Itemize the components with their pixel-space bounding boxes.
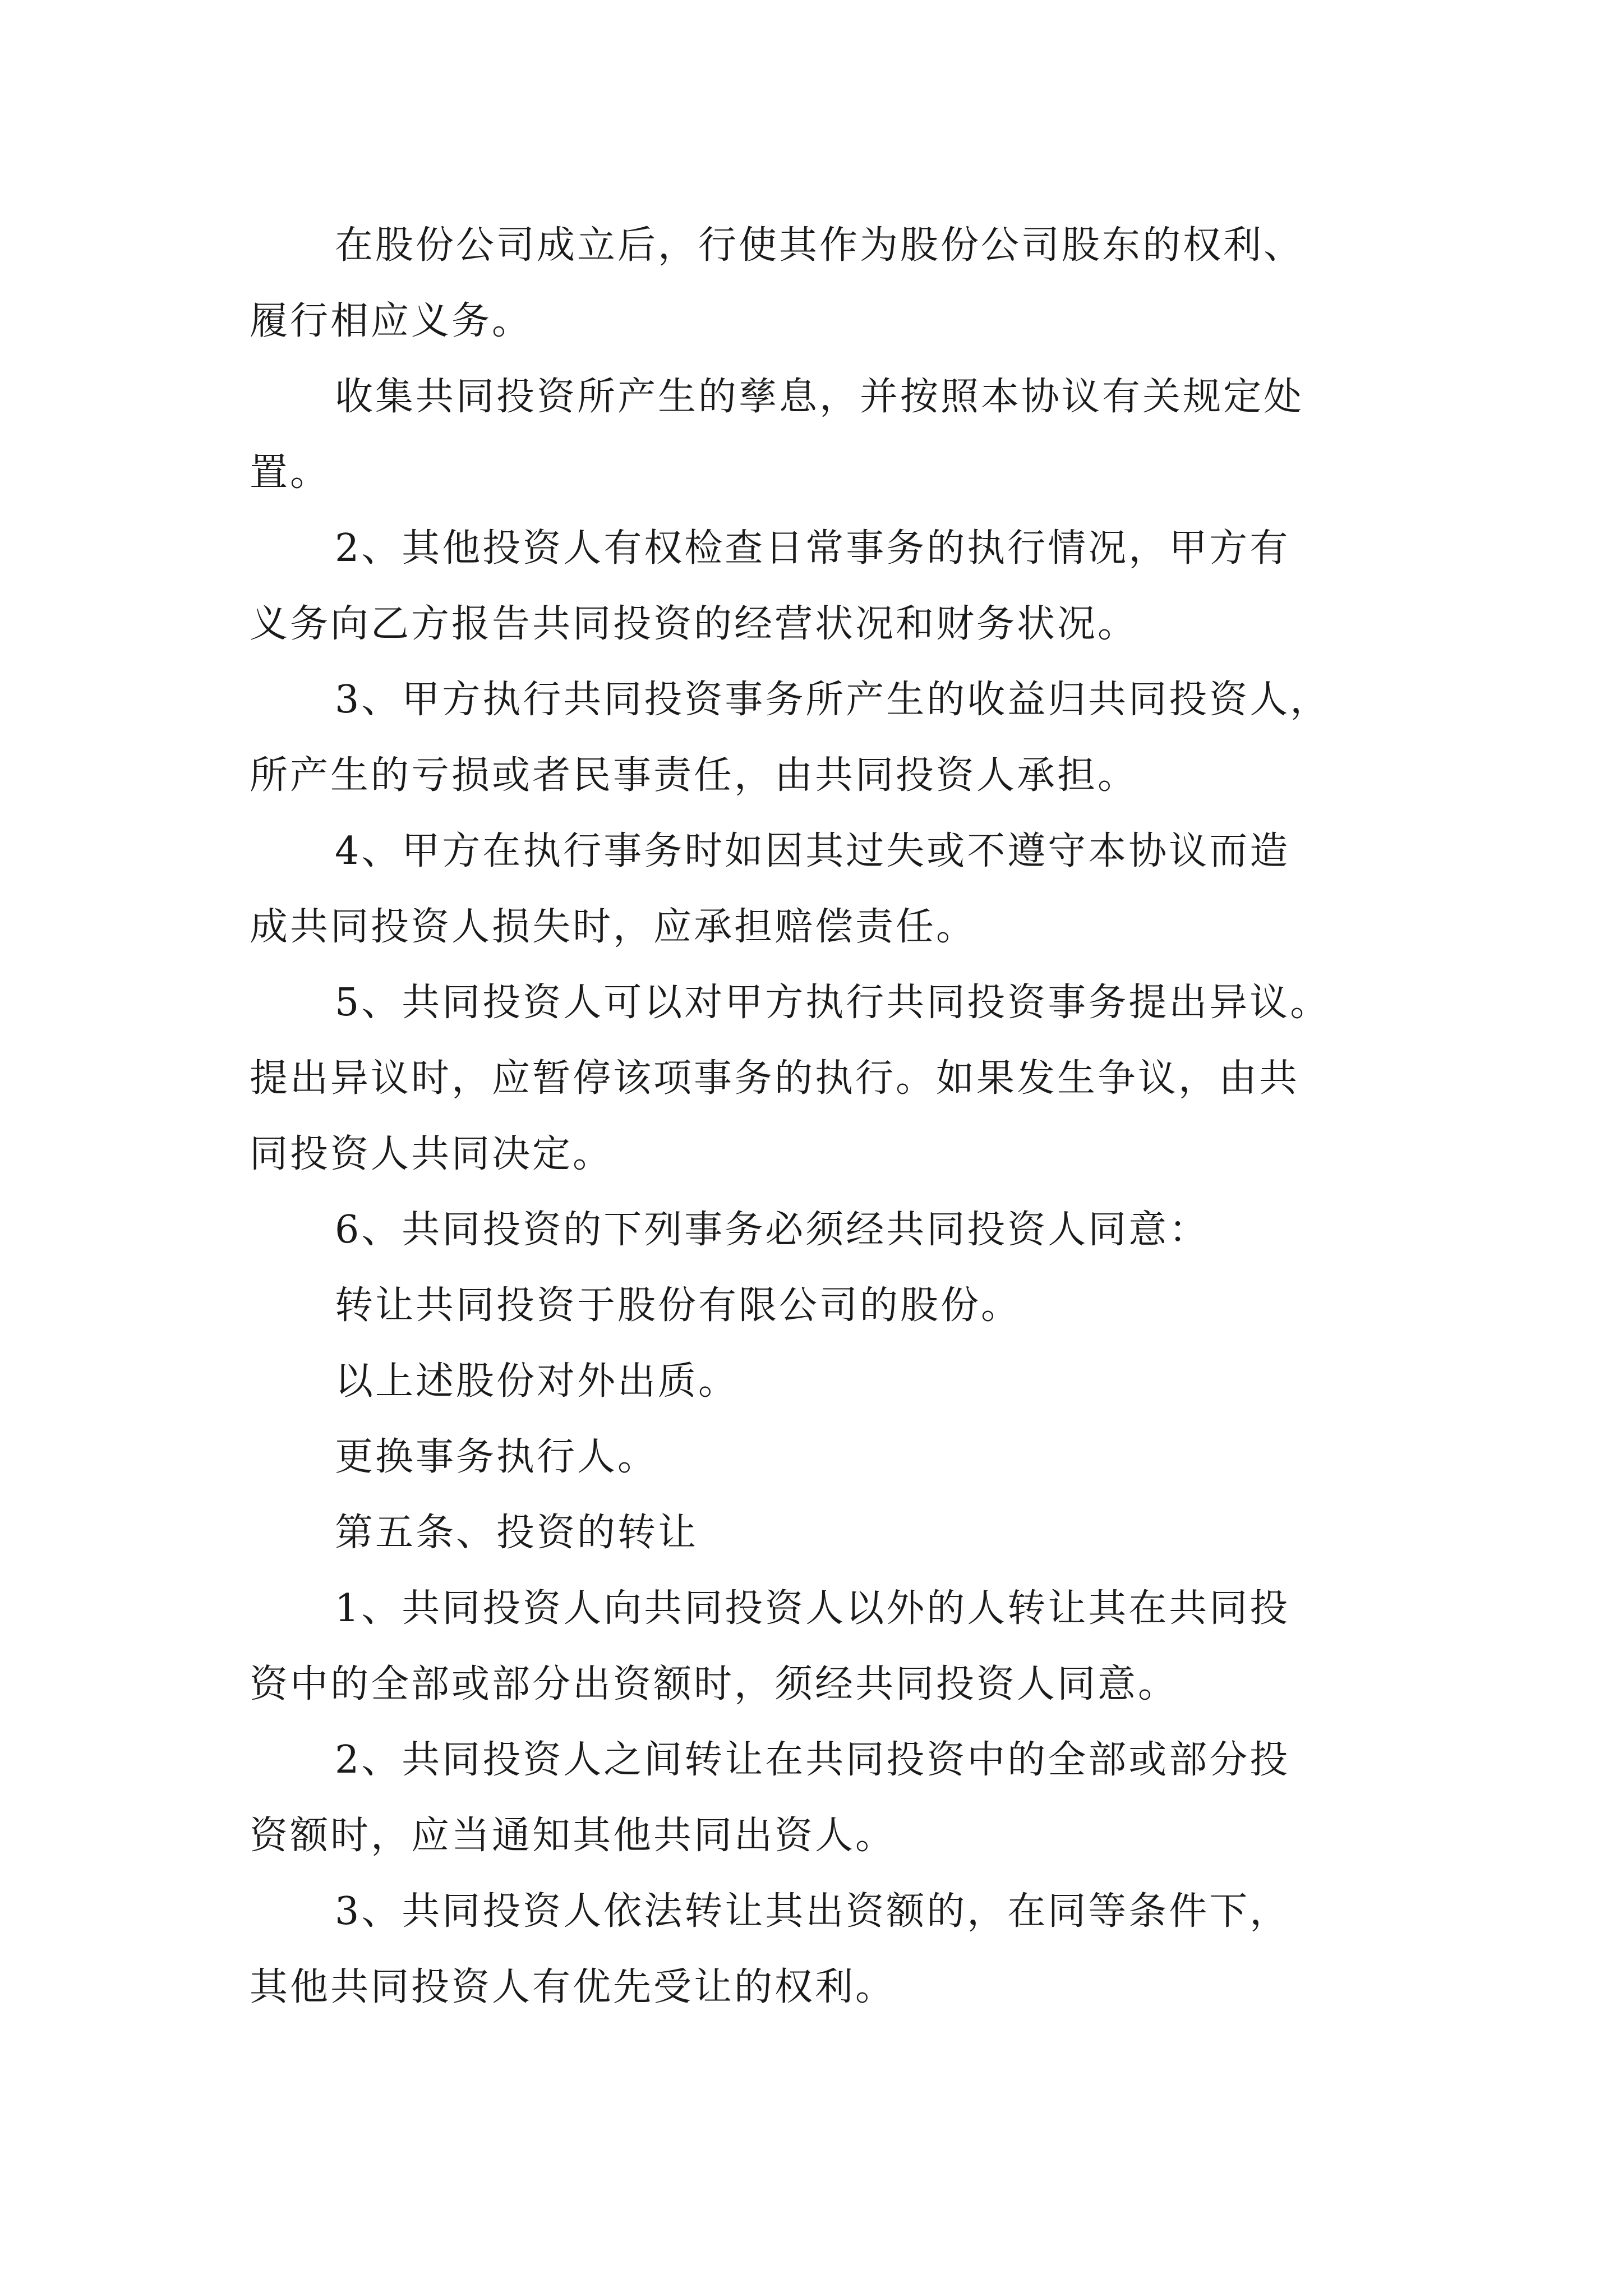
text-line: 4、甲方在执行事务时如因其过失或不遵守本协议而造 — [335, 829, 1290, 873]
text-line: 资中的全部或部分出资额时，须经共同投资人同意。 — [250, 1662, 1179, 1706]
text-line: 2、其他投资人有权检查日常事务的执行情况，甲方有 — [335, 526, 1290, 570]
text-line: 收集共同投资所产生的孳息，并按照本协议有关规定处 — [335, 375, 1304, 419]
text-line: 所产生的亏损或者民事责任，由共同投资人承担。 — [250, 753, 1138, 798]
text-line: 置。 — [250, 450, 331, 495]
text-line: 同投资人共同决定。 — [250, 1132, 614, 1176]
text-line: 5、共同投资人可以对甲方执行共同投资事务提出异议。 — [335, 981, 1331, 1025]
text-line: 更换事务执行人。 — [335, 1435, 658, 1479]
text-line: 3、共同投资人依法转让其出资额的，在同等条件下， — [335, 1889, 1290, 1934]
text-line: 义务向乙方报告共同投资的经营状况和财务状况。 — [250, 602, 1138, 646]
text-line: 履行相应义务。 — [250, 299, 533, 343]
text-line: 提出异议时，应暂停该项事务的执行。如果发生争议，由共 — [250, 1056, 1300, 1101]
text-line: 其他共同投资人有优先受让的权利。 — [250, 1965, 896, 2009]
section-heading: 第五条、投资的转让 — [335, 1511, 699, 1555]
text-line: 在股份公司成立后，行使其作为股份公司股东的权利、 — [335, 223, 1304, 268]
text-line: 1、共同投资人向共同投资人以外的人转让其在共同投 — [335, 1586, 1290, 1631]
text-line: 2、共同投资人之间转让在共同投资中的全部或部分投 — [335, 1738, 1290, 1782]
text-line: 3、甲方执行共同投资事务所产生的收益归共同投资人， — [335, 678, 1331, 722]
text-line: 成共同投资人损失时，应承担赔偿责任。 — [250, 905, 977, 949]
document-body — [250, 208, 1385, 2025]
text-line: 6、共同投资的下列事务必须经共同投资人同意： — [335, 1208, 1210, 1252]
text-line: 以上述股份对外出质。 — [335, 1359, 739, 1404]
text-line: 转让共同投资于股份有限公司的股份。 — [335, 1283, 1022, 1328]
text-line: 资额时，应当通知其他共同出资人。 — [250, 1814, 896, 1858]
